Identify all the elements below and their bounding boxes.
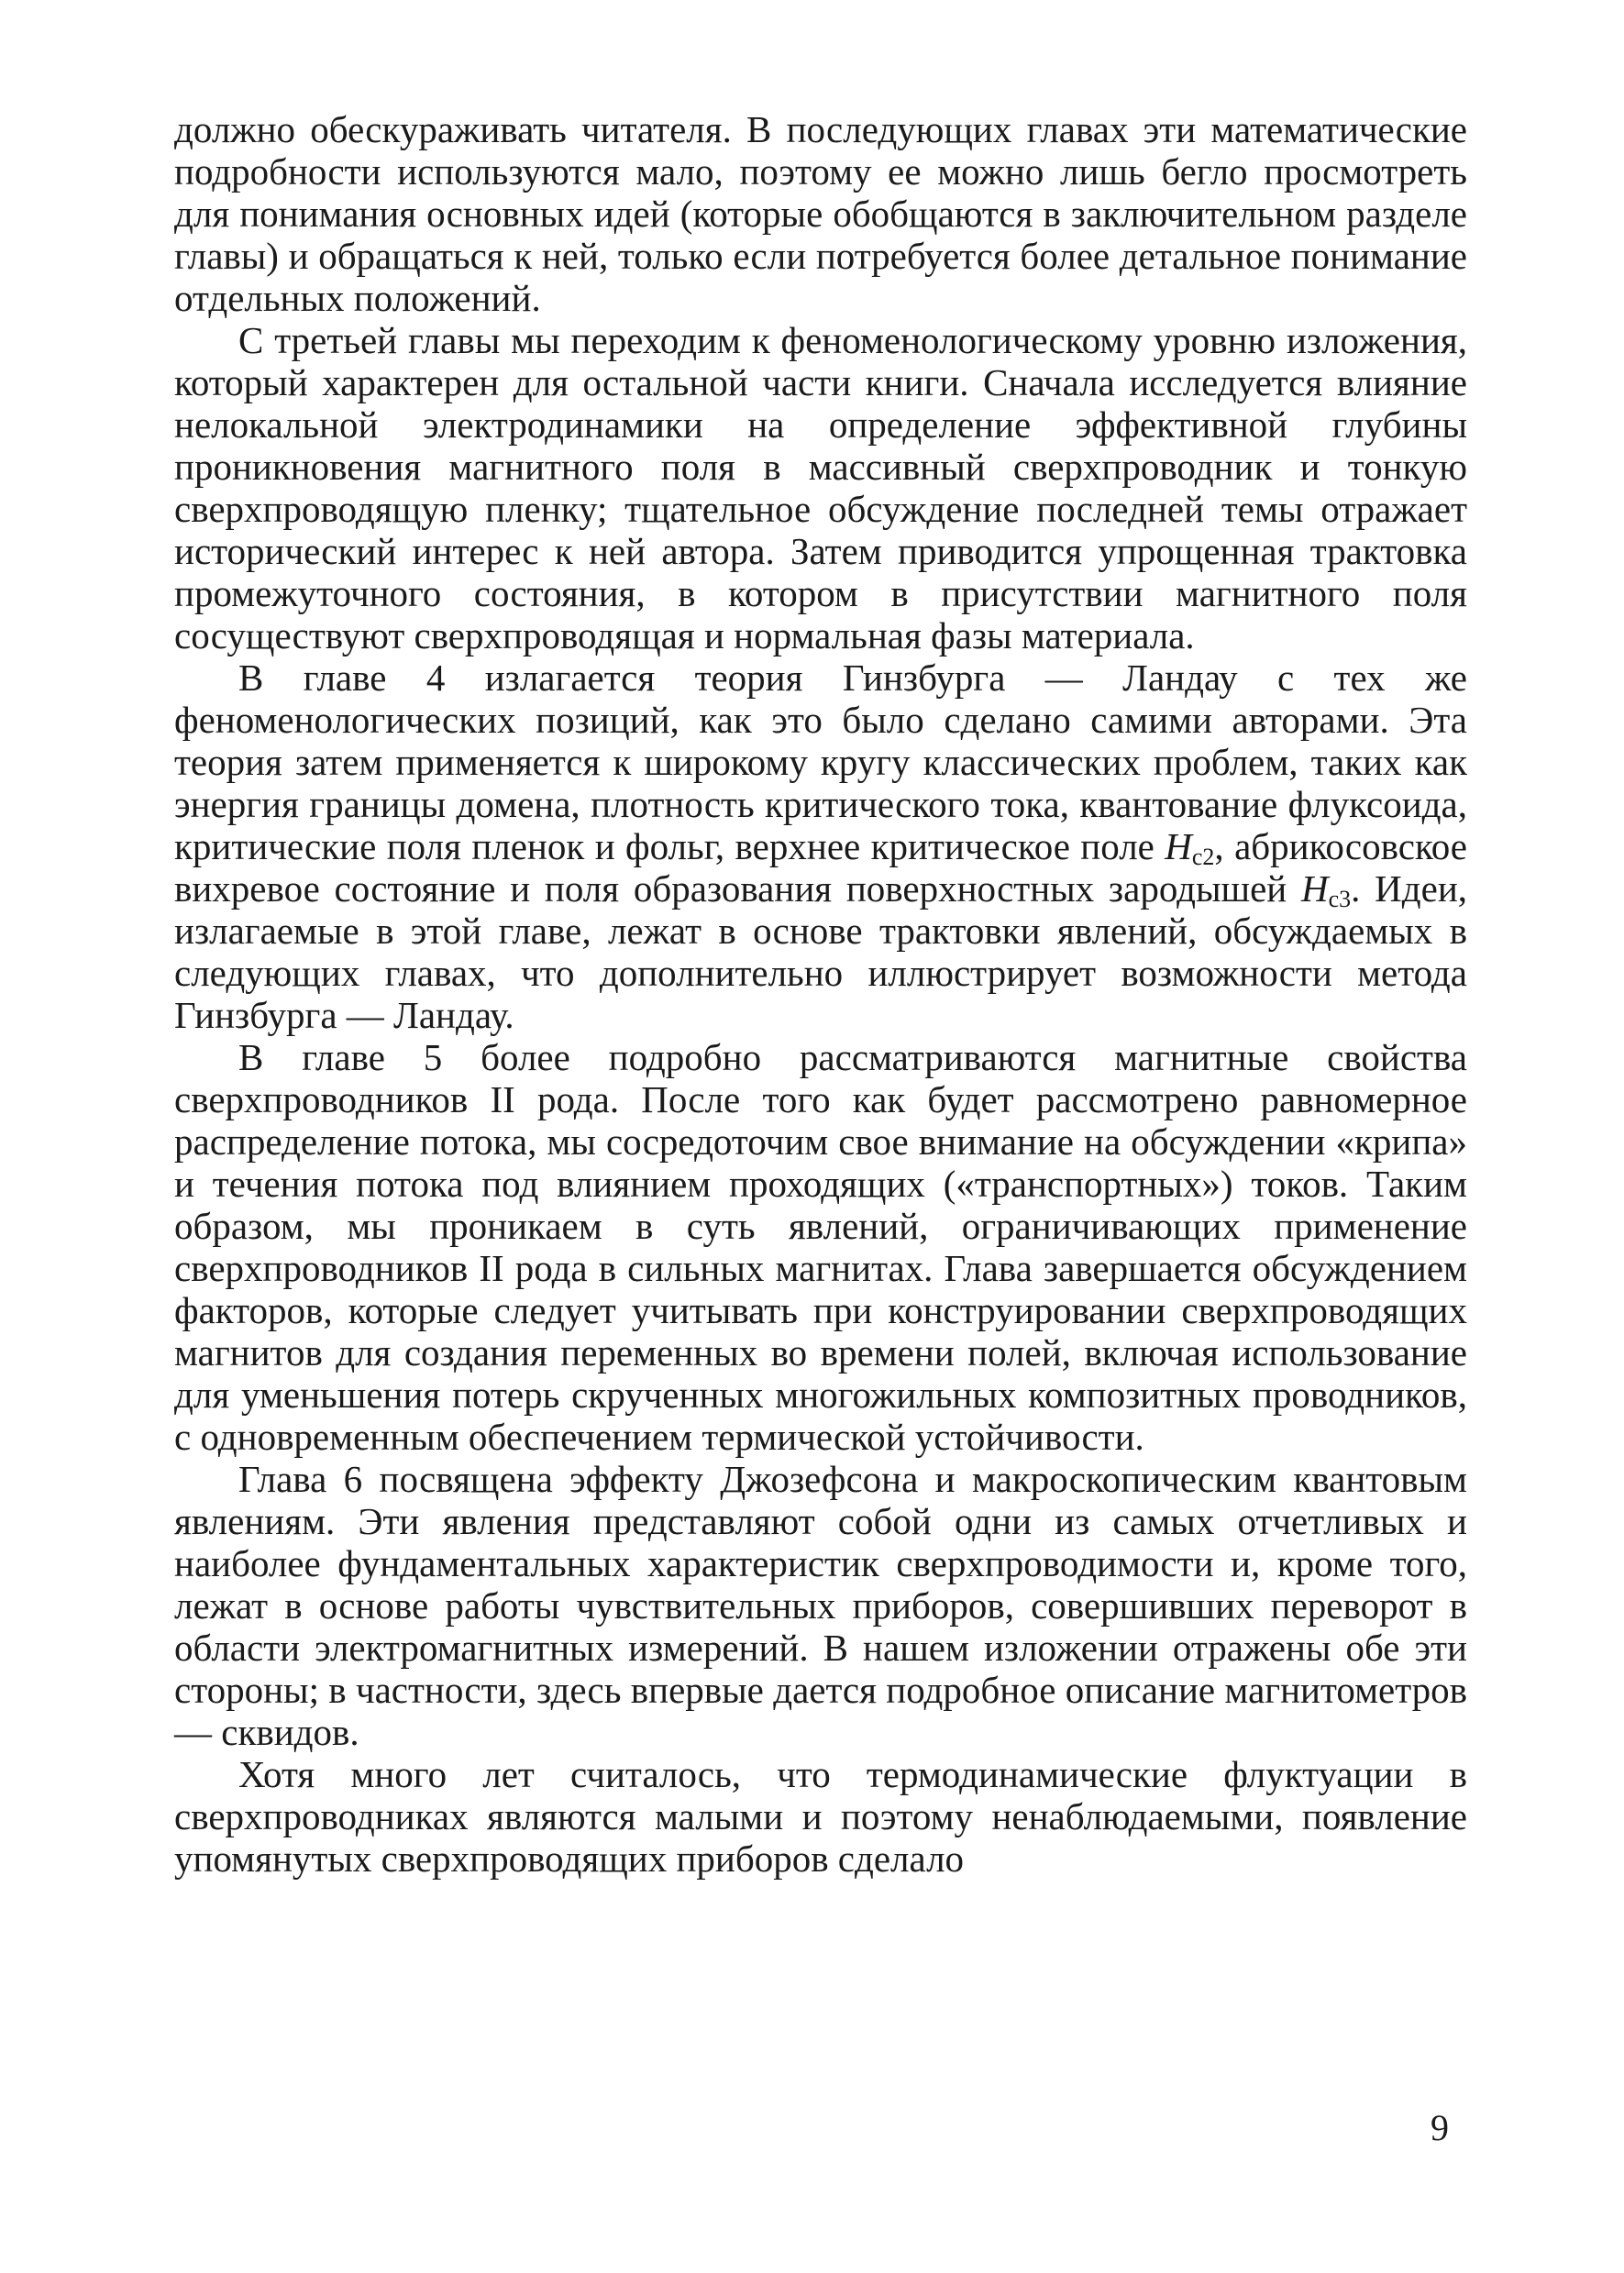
paragraph-5: Глава 6 посвящена эффекту Джозефсона и макроскопическим квантовым явлениям. Эти явления представляют собой одни из самых отчетливых и наиболее фундаментальных характеристик сверхпроводимости и, кроме того, лежат в основе работы чувствительных приборов, совершивших переворот в области электромагнитных измерений. В нашем изложении отражены обе эти стороны; в частности, здесь впервые дается подробное описание магнитометров — сквидов. [174, 1458, 1467, 1753]
hc2-symbol: H [1165, 825, 1192, 867]
paragraph-4: В главе 5 более подробно рассматриваются магнитные свойства сверхпроводников II рода. После того как будет рассмотрено равномерное распределение потока, мы сосредоточим свое внимание на обсуждении «крипа» и течения потока под влиянием проходящих («транспортных») токов. Таким образом, мы проникаем в суть явлений, ограничивающих применение сверхпроводников II рода в сильных магнитах. Глава завершается обсуждением факторов, которые следует учитывать при конструировании сверхпроводящих магнитов для создания переменных во времени полей, включая использование для уменьшения потерь скрученных многожильных композитных проводников, с одновременным обеспечением термической устойчивости. [174, 1036, 1467, 1458]
page-body [174, 108, 1467, 1880]
paragraph-3-text-a: В главе 4 излагается теория Гинзбурга — Ландау с тех же феноменологических позиций, как это было сделано самими авторами. Эта теория затем применяется к широкому кругу классических проблем, таких как энергия границы домена, плотность критического тока, квантование флуксоида, критические поля пленок и фольг, верхнее критическое поле [174, 657, 1467, 867]
paragraph-3-text-c: . Идеи, излагаемые в этой главе, лежат в основе трактовки явлений, обсуждаемых в следующих главах, что дополнительно иллюстрирует возможности метода Гинзбурга — Ландау. [174, 867, 1468, 1036]
hc2-subscript: c2 [1191, 844, 1215, 870]
page-number: 9 [1431, 2107, 1449, 2148]
paragraph-2: С третьей главы мы переходим к феноменологическому уровню изложения, который характерен для остальной части книги. Сначала исследуется влияние нелокальной электродинамики на определение эффективной глубины проникновения магнитного поля в массивный сверхпроводник и тонкую сверхпроводящую пленку; тщательное обсуждение последней темы отражает исторический интерес к ней автора. Затем приводится упрощенная трактовка промежуточного состояния, в котором в присутствии магнитного поля сосуществуют сверхпроводящая и нормальная фазы материала. [174, 319, 1467, 657]
hc3-symbol: H [1301, 867, 1329, 910]
paragraph-3 [174, 657, 1467, 1036]
paragraph-1: должно обескураживать читателя. В последующих главах эти математические подробности используются мало, поэтому ее можно лишь бегло просмотреть для понимания основных идей (которые обобщаются в заключительном разделе главы) и обращаться к ней, только если потребуется более детальное понимание отдельных положений. [174, 108, 1467, 319]
paragraph-3-text-b: , абрикосовское вихревое состояние и поля образования поверхностных зародышей [174, 825, 1467, 910]
hc3-subscript: c3 [1328, 886, 1352, 912]
paragraph-6: Хотя много лет считалось, что термодинамические флуктуации в сверхпроводниках являются малыми и поэтому ненаблюдаемыми, появление упомянутых сверхпроводящих приборов сделало [174, 1753, 1467, 1880]
